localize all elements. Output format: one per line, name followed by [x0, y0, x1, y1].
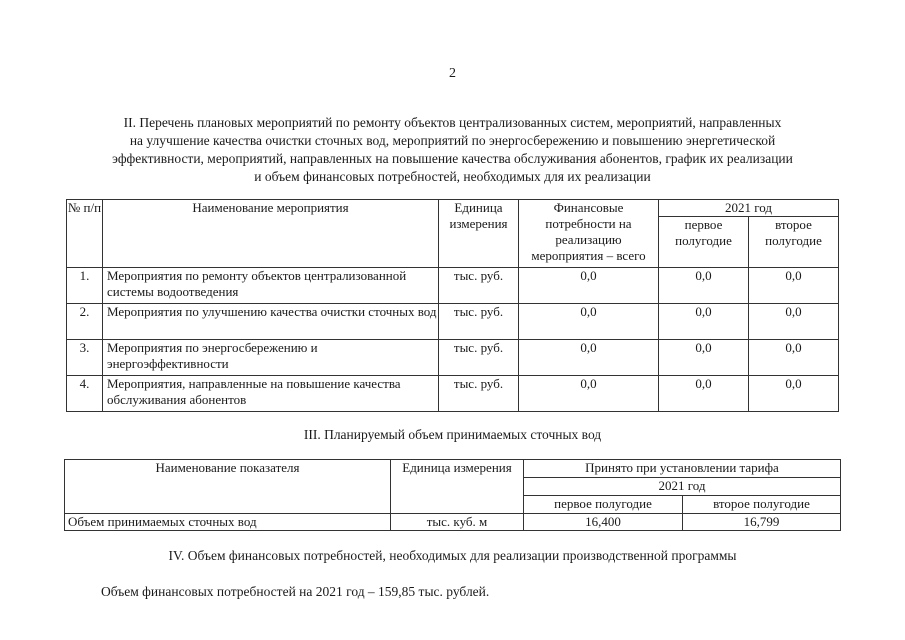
measures-table	[66, 199, 839, 412]
row-second-half: 0,0	[749, 304, 839, 340]
row-total: 0,0	[519, 376, 659, 412]
financial-summary: Объем финансовых потребностей на 2021 год – 159,85 тыс. рублей.	[101, 584, 490, 599]
header-first-half: первое полугодие	[659, 217, 749, 268]
header-unit: Единица измерения	[391, 460, 524, 514]
row-second-half: 0,0	[749, 268, 839, 304]
table-row	[65, 514, 841, 531]
row-first-half: 16,400	[524, 514, 683, 531]
header-finance-total: Финансовые потребности на реализацию мероприятия – всего	[519, 200, 659, 268]
row-num: 1.	[67, 268, 103, 304]
row-num: 2.	[67, 304, 103, 340]
section-4-title: IV. Объем финансовых потребностей, необходимых для реализации производственной программы	[168, 548, 737, 563]
header-first-half: первое полугодие	[524, 496, 683, 514]
row-indicator-name: Объем принимаемых сточных вод	[65, 514, 391, 531]
header-year: 2021 год	[659, 200, 839, 217]
row-first-half: 0,0	[659, 304, 749, 340]
section-2-title-line: на улучшение качества очистки сточных вод, мероприятий по энергосбережению и повышению энергетической	[129, 133, 776, 148]
row-unit: тыс. куб. м	[391, 514, 524, 531]
wastewater-volume-table	[64, 459, 841, 531]
table-row	[67, 376, 839, 412]
table-row	[67, 268, 839, 304]
section-2-title-line: и объем финансовых потребностей, необходимых для их реализации	[254, 169, 651, 184]
row-num: 3.	[67, 340, 103, 376]
row-unit: тыс. руб.	[439, 376, 519, 412]
row-first-half: 0,0	[659, 340, 749, 376]
row-measure-name: Мероприятия по ремонту объектов централизованной системы водоотведения	[103, 268, 439, 304]
table-row	[67, 304, 839, 340]
row-first-half: 0,0	[659, 376, 749, 412]
row-unit: тыс. руб.	[439, 304, 519, 340]
row-num: 4.	[67, 376, 103, 412]
section-2-title-line: II. Перечень плановых мероприятий по ремонту объектов централизованных систем, мероприятий, направленных	[123, 115, 782, 130]
section-2-title-line: эффективности, мероприятий, направленных на повышение качества обслуживания абонентов, график их реализации	[112, 151, 793, 166]
section-3-title: III. Планируемый объем принимаемых сточных вод	[303, 427, 602, 442]
row-total: 0,0	[519, 268, 659, 304]
header-indicator-name: Наименование показателя	[65, 460, 391, 514]
table-row	[67, 340, 839, 376]
header-year: 2021 год	[524, 478, 841, 496]
row-first-half: 0,0	[659, 268, 749, 304]
row-second-half: 0,0	[749, 340, 839, 376]
row-second-half: 16,799	[683, 514, 841, 531]
header-second-half: второе полугодие	[749, 217, 839, 268]
row-total: 0,0	[519, 340, 659, 376]
row-measure-name: Мероприятия, направленные на повышение качества обслуживания абонентов	[103, 376, 439, 412]
row-unit: тыс. руб.	[439, 340, 519, 376]
row-measure-name: Мероприятия по улучшению качества очистки сточных вод	[103, 304, 439, 340]
header-measure-name: Наименование мероприятия	[103, 200, 439, 268]
section-2-title	[60, 114, 845, 186]
header-second-half: второе полугодие	[683, 496, 841, 514]
header-accepted-tariff: Принято при установлении тарифа	[524, 460, 841, 478]
page-number: 2	[449, 66, 456, 81]
header-num: № п/п	[67, 200, 103, 268]
row-unit: тыс. руб.	[439, 268, 519, 304]
header-unit: Единица измерения	[439, 200, 519, 268]
row-measure-name: Мероприятия по энергосбережению и энергоэффективности	[103, 340, 439, 376]
row-total: 0,0	[519, 304, 659, 340]
row-second-half: 0,0	[749, 376, 839, 412]
